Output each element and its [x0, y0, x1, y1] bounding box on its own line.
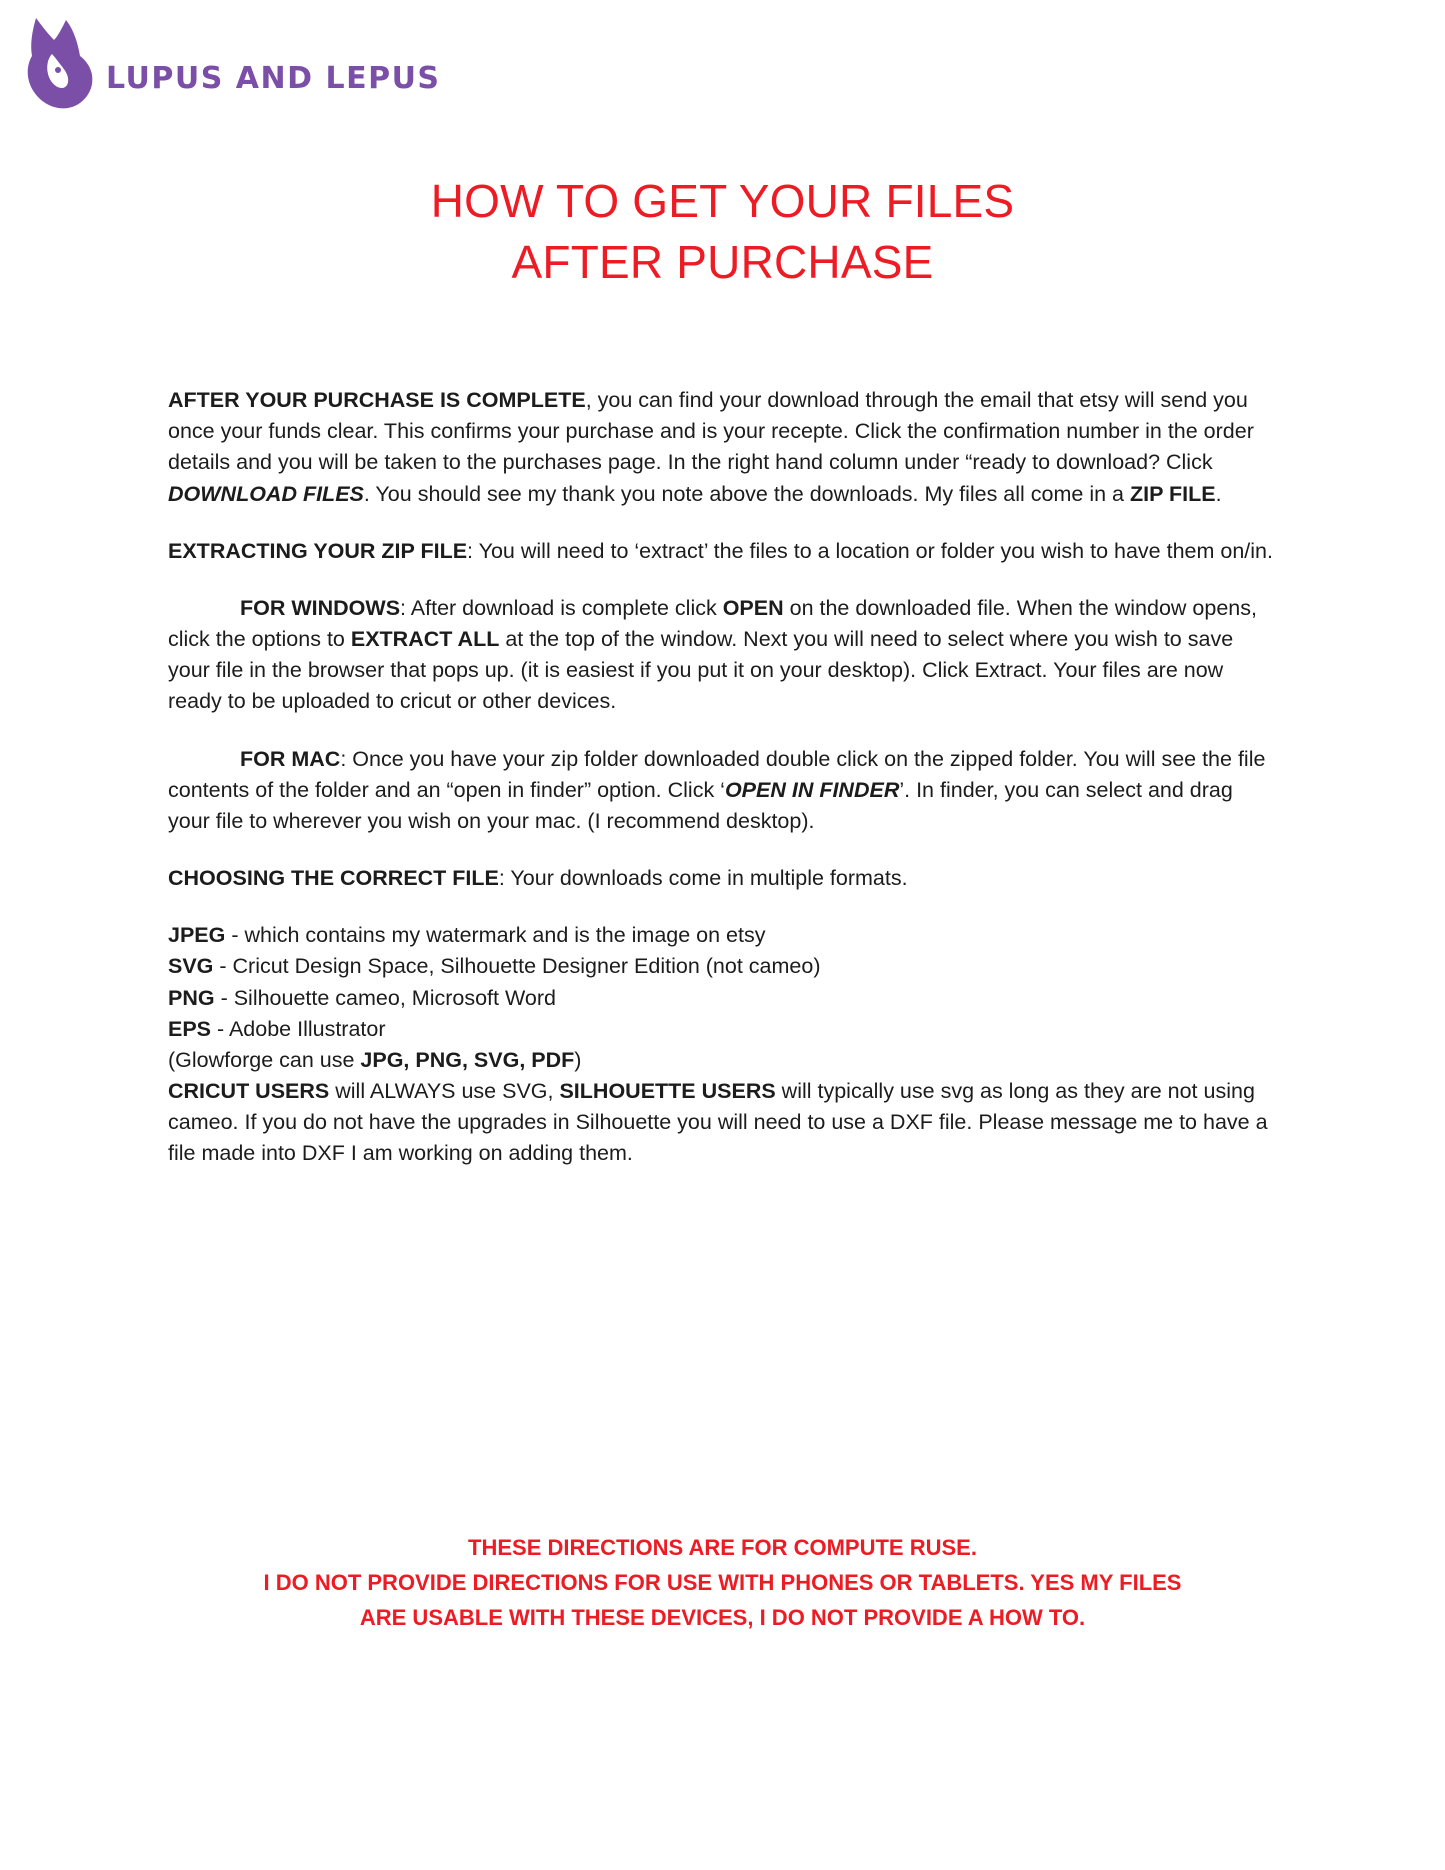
list-item — [168, 920, 1273, 951]
p4-emph-open-in-finder: OPEN IN FINDER — [724, 777, 900, 802]
p3-emph-extract-all: EXTRACT ALL — [350, 627, 500, 652]
p3-text-b: on the downloaded file. When the window opens, click the options to — [168, 595, 1257, 652]
format-name-jpeg: JPEG — [168, 923, 226, 948]
p1-emph-zip-file: ZIP FILE — [1129, 481, 1216, 506]
notice-line-3: ARE USABLE WITH THESE DEVICES, I DO NOT PROVIDE A HOW TO. — [359, 1605, 1086, 1631]
p6-text-a: will ALWAYS use SVG, — [329, 1079, 560, 1104]
p3-emph-open: OPEN — [722, 595, 784, 620]
glowforge-prefix: (Glowforge can use — [168, 1047, 361, 1072]
format-name-eps: EPS — [168, 1016, 212, 1041]
paragraph-for-mac — [168, 744, 1273, 838]
page-title-line-2: AFTER PURCHASE — [511, 235, 934, 288]
paragraph-choosing-file — [168, 863, 1273, 894]
lead-extracting-zip: EXTRACTING YOUR ZIP FILE — [168, 538, 468, 563]
paragraph-after-purchase — [168, 385, 1273, 510]
footer-notice — [0, 1530, 1445, 1636]
lead-for-mac: FOR MAC — [240, 746, 341, 771]
paragraph-for-windows — [168, 593, 1273, 718]
p1-text-c: . — [1215, 481, 1222, 506]
p1-text-a: , you can find your download through the email that etsy will send you once your funds clear. This confirms your purchase and is your recepte. Click the confirmation number in the order details and you will be taken to the purchases page. In the right hand column under “ready to download? Click — [168, 388, 1254, 475]
format-desc-png: - Silhouette cameo, Microsoft Word — [214, 985, 556, 1010]
lead-for-windows: FOR WINDOWS — [240, 595, 401, 620]
emph-silhouette-users: SILHOUETTE USERS — [559, 1079, 776, 1104]
format-desc-jpeg: - which contains my watermark and is the image on etsy — [225, 923, 766, 948]
p1-emph-download-files: DOWNLOAD FILES — [168, 481, 364, 506]
notice-line-1: THESE DIRECTIONS ARE FOR COMPUTE RUSE. — [468, 1535, 977, 1560]
p5-text: : Your downloads come in multiple formats. — [498, 866, 908, 891]
format-desc-svg: - Cricut Design Space, Silhouette Designer Edition (not cameo) — [213, 954, 821, 979]
p3-text-a: : After download is complete click — [400, 595, 723, 620]
brand-logo — [22, 14, 441, 114]
wolf-head-logo-icon — [22, 14, 100, 114]
notice-line-2: I DO NOT PROVIDE DIRECTIONS FOR USE WITH PHONES OR TABLETS. YES MY FILES — [263, 1570, 1182, 1596]
format-name-svg: SVG — [168, 954, 214, 979]
paragraph-cricut-silhouette — [168, 1076, 1273, 1170]
p4-text-b: ’. In finder, you can select and drag your file to wherever you wish on your mac. (I recommend desktop). — [168, 777, 1233, 833]
list-item — [168, 1014, 1273, 1045]
brand-name: LUPUS AND LEPUS — [106, 61, 441, 96]
lead-after-purchase: AFTER YOUR PURCHASE IS COMPLETE — [168, 388, 586, 412]
format-name-png: PNG — [168, 985, 215, 1010]
list-item — [168, 951, 1273, 982]
list-item — [168, 983, 1273, 1014]
glowforge-note — [168, 1045, 1273, 1076]
p4-text-a: : Once you have your zip folder downloaded double click on the zipped folder. You will see the file contents of the folder and an “open in finder” option. Click ‘ — [168, 746, 1266, 802]
document-body — [168, 385, 1273, 1196]
lead-choosing-file: CHOOSING THE CORRECT FILE — [168, 866, 499, 891]
format-desc-eps: - Adobe Illustrator — [211, 1016, 386, 1041]
page-title — [0, 171, 1445, 292]
emph-cricut-users: CRICUT USERS — [168, 1079, 330, 1104]
glowforge-formats: JPG, PNG, SVG, PDF — [360, 1047, 575, 1072]
glowforge-suffix: ) — [574, 1047, 582, 1072]
paragraph-extracting-zip — [168, 536, 1273, 567]
p1-text-b: . You should see my thank you note above the downloads. My files all come in a — [363, 481, 1130, 506]
p6-text-b: will typically use svg as long as they are not using cameo. If you do not have the upgrades in Silhouette you will need to use a DXF file. Please message me to have a file made into DXF I am working on adding them. — [168, 1079, 1268, 1166]
page-title-line-1: HOW TO GET YOUR FILES — [430, 174, 1015, 227]
p2-text: : You will need to ‘extract’ the files to a location or folder you wish to have them on/in. — [467, 538, 1273, 563]
p3-text-c: at the top of the window. Next you will need to select where you wish to save your file in the browser that pops up. (it is easiest if you put it on your desktop). Click Extract. Your files are now ready to be uploaded to cricut or other devices. — [168, 627, 1234, 714]
